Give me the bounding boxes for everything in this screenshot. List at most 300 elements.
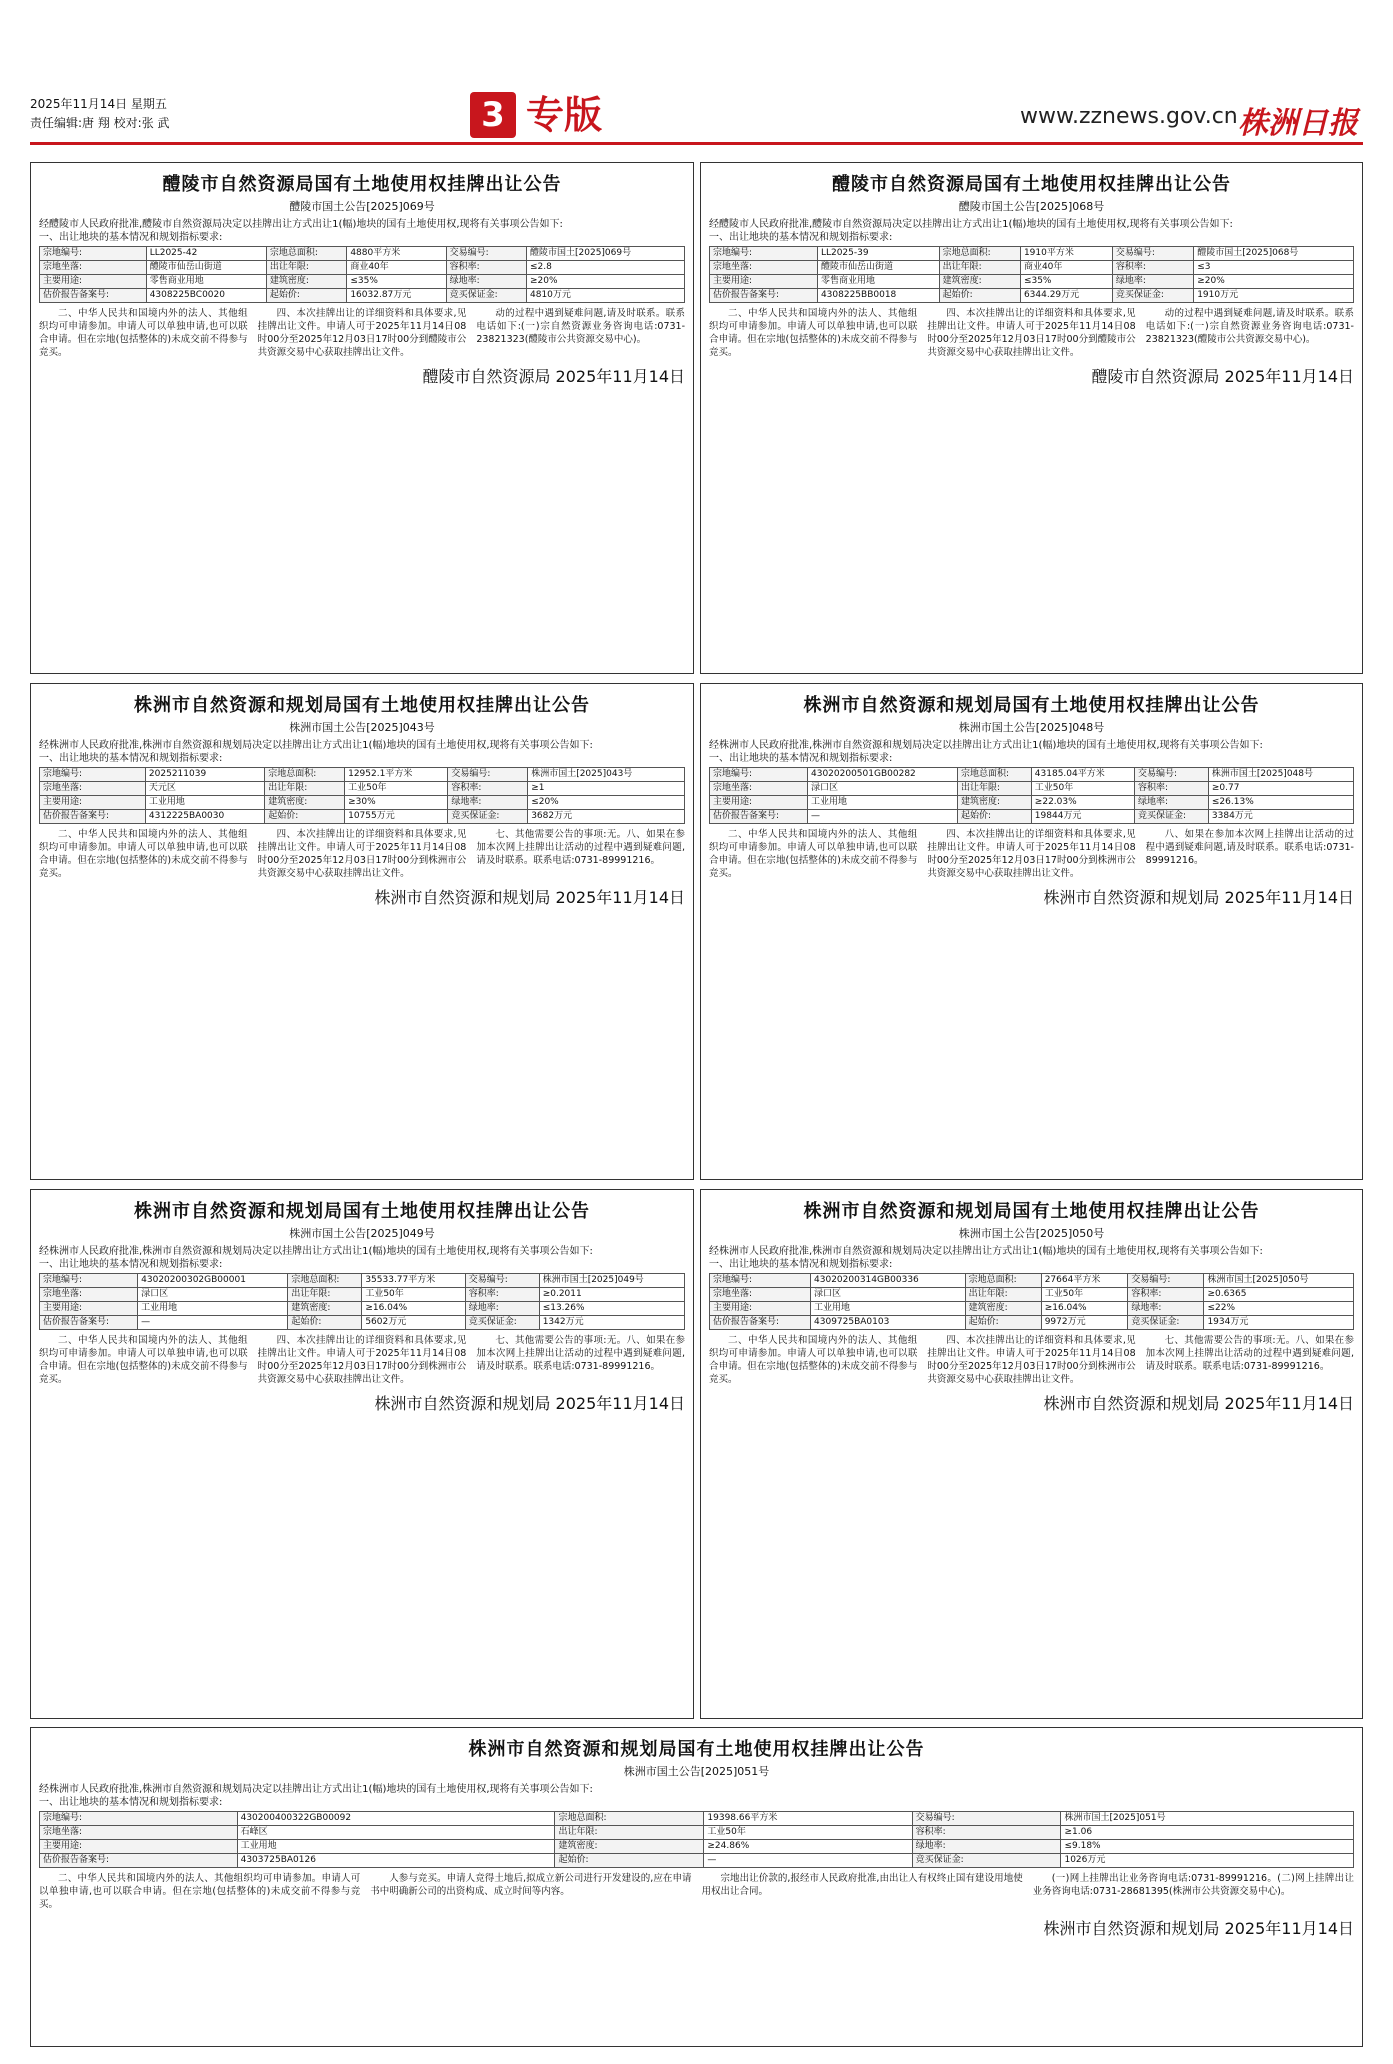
land-table-cell: 宗地编号: [710, 768, 808, 782]
body-paragraph: 四、本次挂牌出让的详细资料和具体要求,见挂牌出让文件。申请人可于2025年11月14日08时00分至2025年12月03日17时00分到醴陵市公共资源交易中心获取挂牌出让文件。 [257, 308, 467, 358]
announcement-title: 株洲市自然资源和规划局国有土地使用权挂牌出让公告 [803, 1201, 1260, 1222]
land-table-cell: 交易编号: [912, 1812, 1061, 1826]
signature-line: 株洲市自然资源和规划局 2025年11月14日 [374, 888, 685, 907]
body-column [1146, 828, 1354, 881]
announcement-049 [30, 1189, 694, 1719]
land-table-cell: ≤20% [528, 796, 685, 810]
land-table-cell: 交易编号: [446, 247, 526, 261]
land-table-cell: ≥1.06 [1061, 1826, 1354, 1840]
land-table-cell: ≥20% [527, 275, 685, 289]
land-table-cell: 宗地总面积: [265, 768, 345, 782]
land-table-cell: 交易编号: [1135, 768, 1209, 782]
land-table-cell: 出让年限: [555, 1826, 704, 1840]
body-paragraph: 二、中华人民共和国境内外的法人、其他组织均可申请参加。申请人可以单独申请,也可以联合申请。但在宗地(包括整体的)未成交前不得参与竞买。 [709, 308, 918, 358]
land-table-cell: 起始价: [965, 1316, 1041, 1330]
header-rule [30, 142, 1363, 145]
land-table-row [40, 247, 685, 261]
land-table-row [40, 1840, 1354, 1854]
body-paragraph: 八、如果在参加本次网上挂牌出让活动的过程中遇到疑难问题,请及时联系。联系电话:0731-89991216。 [1145, 829, 1354, 866]
body-column [927, 828, 1135, 881]
land-table-row [710, 261, 1354, 275]
signature-line: 株洲市自然资源和规划局 2025年11月14日 [1043, 888, 1354, 907]
land-table-cell: 起始价: [957, 810, 1031, 824]
land-table-cell: ≥16.04% [362, 1302, 465, 1316]
land-table-cell: 竞买保证金: [446, 289, 526, 303]
land-table-cell: 宗地坐落: [40, 261, 147, 275]
land-table-cell: 宗地编号: [40, 247, 147, 261]
body-column [258, 828, 467, 881]
land-info-table [39, 246, 685, 303]
land-table-cell: 4308225BB0018 [817, 289, 939, 303]
land-table-cell: 醴陵市仙岳山街道 [817, 261, 939, 275]
land-table-row [40, 1288, 685, 1302]
land-table-cell: 1934万元 [1204, 1316, 1354, 1330]
land-table-cell: 石峰区 [237, 1826, 555, 1840]
land-table-cell: 绿地率: [446, 275, 526, 289]
land-table-cell: ≥0.6365 [1204, 1288, 1354, 1302]
body-paragraph: 二、中华人民共和国境内外的法人、其他组织均可申请参加。申请人可以单独申请,也可以联合申请。但在宗地(包括整体的)未成交前不得参与竞买。 [39, 1335, 248, 1385]
intro-paragraph: 经株洲市人民政府批准,株洲市自然资源和规划局决定以挂牌出让方式出让1(幅)地块的国有土地使用权,现将有关事项公告如下: [39, 1784, 593, 1795]
announcement-068 [700, 162, 1363, 674]
site-url[interactable]: www.zznews.gov.cn [1020, 104, 1238, 129]
body-columns [709, 307, 1354, 360]
land-table-cell: 宗地总面积: [965, 1274, 1041, 1288]
land-table-cell: 工业50年 [1041, 1288, 1128, 1302]
announcement-050 [700, 1189, 1363, 1719]
land-table-cell: ≤26.13% [1208, 796, 1353, 810]
land-table-cell: ≥20% [1194, 275, 1354, 289]
land-table-row [710, 796, 1354, 810]
land-table-cell: 19844万元 [1031, 810, 1134, 824]
land-table-cell: 估价报告备案号: [40, 1316, 138, 1330]
land-table-cell: 宗地编号: [710, 1274, 811, 1288]
body-paragraph: 七、其他需要公告的事项:无。八、如果在参加本次网上挂牌出让活动的过程中遇到疑难问题,请及时联系。联系电话:0731-89991216。 [476, 829, 686, 866]
signature-line: 株洲市自然资源和规划局 2025年11月14日 [1043, 1394, 1354, 1413]
body-paragraph: 四、本次挂牌出让的详细资料和具体要求,见挂牌出让文件。申请人可于2025年11月14日08时00分至2025年12月03日17时00分到醴陵市公共资源交易中心获取挂牌出让文件。 [927, 308, 1136, 358]
land-table-row [40, 1812, 1354, 1826]
land-table-cell: 出让年限: [265, 782, 345, 796]
document-number: 醴陵市国土公告[2025]068号 [958, 200, 1105, 213]
land-table-cell: 宗地编号: [40, 768, 146, 782]
land-table-cell: 主要用途: [40, 1302, 138, 1316]
land-info-table [39, 1273, 685, 1330]
body-paragraph: 二、中华人民共和国境内外的法人、其他组织均可申请参加。申请人可以单独申请,也可以联合申请。但在宗地(包括整体的)未成交前不得参与竞买。 [709, 829, 918, 879]
land-table-cell: ≥16.04% [1041, 1302, 1128, 1316]
land-table-cell: 容积率: [465, 1288, 539, 1302]
land-table-cell: 1910平方米 [1020, 247, 1112, 261]
body-column [39, 307, 248, 360]
land-table-cell: 主要用途: [40, 275, 147, 289]
editors-line: 责任编辑:唐 翔 校对:张 武 [30, 116, 170, 130]
land-table-cell: 5602万元 [362, 1316, 465, 1330]
land-table-cell: 渌口区 [808, 782, 958, 796]
body-paragraph: 二、中华人民共和国境内外的法人、其他组织均可申请参加。申请人可以单独申请,也可以联合申请。但在宗地(包括整体的)未成交前不得参与竞买。 [709, 1335, 918, 1385]
land-table-cell: 估价报告备案号: [40, 810, 146, 824]
land-table-cell: ≥0.77 [1208, 782, 1353, 796]
announcement-title: 醴陵市自然资源局国有土地使用权挂牌出让公告 [832, 174, 1231, 195]
land-table-cell: 绿地率: [1112, 275, 1193, 289]
land-table-cell: 工业用地 [145, 796, 264, 810]
announcement-title: 株洲市自然资源和规划局国有土地使用权挂牌出让公告 [134, 695, 590, 716]
land-table-cell: ≤9.18% [1061, 1840, 1354, 1854]
land-table-cell: 19398.66平方米 [704, 1812, 912, 1826]
land-table-cell: 4880平方米 [347, 247, 446, 261]
land-table-row [40, 782, 685, 796]
body-paragraph: 四、本次挂牌出让的详细资料和具体要求,见挂牌出让文件。申请人可于2025年11月14日08时00分至2025年12月03日17时00分到株洲市公共资源交易中心获取挂牌出让文件。 [927, 1335, 1136, 1385]
land-table-cell: ≥1 [528, 782, 685, 796]
land-table-row [40, 289, 685, 303]
body-paragraph: 动的过程中遇到疑难问题,请及时联系。联系电话如下:(一)宗自然资源业务咨询电话:0731-23821323(醴陵市公共资源交易中心)。 [1145, 308, 1354, 345]
intro-paragraph: 经株洲市人民政府批准,株洲市自然资源和规划局决定以挂牌出让方式出让1(幅)地块的国有土地使用权,现将有关事项公告如下: [39, 1246, 593, 1257]
land-info-table [709, 767, 1354, 824]
land-table-cell: 4810万元 [527, 289, 685, 303]
land-info-table [709, 246, 1354, 303]
body-column [1146, 307, 1354, 360]
announcement-043 [30, 683, 694, 1180]
land-table-cell: 宗地编号: [710, 247, 818, 261]
body-columns [39, 828, 685, 881]
land-table-cell: 4308225BC0020 [146, 289, 266, 303]
land-table-cell: 起始价: [265, 810, 345, 824]
land-table-cell: 商业40年 [347, 261, 446, 275]
body-paragraph: 七、其他需要公告的事项:无。八、如果在参加本次网上挂牌出让活动的过程中遇到疑难问题,请及时联系。联系电话:0731-89991216。 [1145, 1335, 1354, 1372]
land-table-cell: 主要用途: [710, 1302, 811, 1316]
land-table-cell: 出让年限: [939, 261, 1020, 275]
land-table-cell: 渌口区 [138, 1288, 288, 1302]
body-columns [709, 828, 1354, 881]
signature-line: 醴陵市自然资源局 2025年11月14日 [422, 367, 685, 386]
land-table-row [40, 1316, 685, 1330]
signature-line: 醴陵市自然资源局 2025年11月14日 [1091, 367, 1354, 386]
body-paragraph: (一)网上挂牌出让业务咨询电话:0731-89991216。(二)网上挂牌出让业务咨询电话:0731-28681395(株洲市公共资源交易中心)。 [1032, 1873, 1354, 1897]
land-table-cell: 出让年限: [266, 261, 346, 275]
land-table-cell: 43020200314GB00336 [811, 1274, 966, 1288]
body-column [702, 1872, 1023, 1912]
section-heading: 一、出让地块的基本情况和规划指标要求: [39, 1797, 223, 1808]
section-heading: 一、出让地块的基本情况和规划指标要求: [39, 232, 223, 243]
land-table-cell: 3384万元 [1208, 810, 1353, 824]
land-table-cell: — [138, 1316, 288, 1330]
signature-line: 株洲市自然资源和规划局 2025年11月14日 [1043, 1919, 1354, 1938]
land-table-cell: 零售商业用地 [817, 275, 939, 289]
land-table-cell: 主要用途: [40, 796, 146, 810]
announcement-title: 株洲市自然资源和规划局国有土地使用权挂牌出让公告 [468, 1739, 925, 1760]
land-table-cell: 宗地编号: [40, 1812, 238, 1826]
body-paragraph: 宗地出让价款的,报经市人民政府批准,由出让人有权终止国有建设用地使用权出让合同。 [701, 1873, 1023, 1897]
land-table-cell: 宗地坐落: [710, 1288, 811, 1302]
land-table-cell: ≥30% [345, 796, 448, 810]
issue-date: 2025年11月14日 星期五 [30, 97, 167, 111]
land-table-cell: 12952.1平方米 [345, 768, 448, 782]
land-table-cell: 绿地率: [1128, 1302, 1204, 1316]
land-table-cell: 1910万元 [1194, 289, 1354, 303]
body-column [1146, 1334, 1354, 1387]
land-table-cell: 43020200501GB00282 [808, 768, 958, 782]
land-table-cell: ≤22% [1204, 1302, 1354, 1316]
land-table-cell: 430200400322GB00092 [237, 1812, 555, 1826]
intro-paragraph: 经醴陵市人民政府批准,醴陵市自然资源局决定以挂牌出让方式出让1(幅)地块的国有土地使用权,现将有关事项公告如下: [709, 219, 1233, 230]
land-table-cell: 起始价: [266, 289, 346, 303]
document-number: 株洲市国土公告[2025]043号 [289, 721, 435, 734]
land-table-row [40, 768, 685, 782]
signature-line: 株洲市自然资源和规划局 2025年11月14日 [374, 1394, 685, 1413]
body-column [39, 828, 248, 881]
land-table-cell: 6344.29万元 [1020, 289, 1112, 303]
land-table-row [40, 810, 685, 824]
land-table-cell: 容积率: [446, 261, 526, 275]
land-table-cell: 宗地坐落: [710, 261, 818, 275]
body-column [370, 1872, 691, 1912]
land-table-cell: 容积率: [1135, 782, 1209, 796]
land-table-cell: 43185.04平方米 [1031, 768, 1134, 782]
page-number-badge: 3 [470, 92, 516, 138]
land-table-cell: 工业50年 [1031, 782, 1134, 796]
land-table-cell: ≥0.2011 [539, 1288, 684, 1302]
land-table-cell: 主要用途: [40, 1840, 238, 1854]
section-title: 专版 [526, 93, 603, 137]
land-table-row [40, 261, 685, 275]
land-table-cell: 估价报告备案号: [710, 1316, 811, 1330]
newspaper-logo: 株洲日报 [1238, 106, 1358, 141]
land-table-cell: 零售商业用地 [146, 275, 266, 289]
land-table-cell: 株洲市国土[2025]049号 [539, 1274, 684, 1288]
land-table-cell: 交易编号: [448, 768, 528, 782]
land-table-cell: 绿地率: [912, 1840, 1061, 1854]
land-table-cell: 工业用地 [808, 796, 958, 810]
land-table-cell: 竞买保证金: [465, 1316, 539, 1330]
body-columns [39, 307, 685, 360]
body-column [39, 1334, 248, 1387]
land-table-row [710, 1316, 1354, 1330]
land-table-cell: 9972万元 [1041, 1316, 1128, 1330]
body-columns [39, 1334, 685, 1387]
land-table-cell: 工业用地 [237, 1840, 555, 1854]
land-table-cell: 宗地坐落: [40, 1826, 238, 1840]
land-table-cell: 起始价: [288, 1316, 362, 1330]
body-column [476, 828, 685, 881]
intro-paragraph: 经株洲市人民政府批准,株洲市自然资源和规划局决定以挂牌出让方式出让1(幅)地块的国有土地使用权,现将有关事项公告如下: [709, 740, 1263, 751]
body-paragraph: 四、本次挂牌出让的详细资料和具体要求,见挂牌出让文件。申请人可于2025年11月14日08时00分至2025年12月03日17时00分到株洲市公共资源交易中心获取挂牌出让文件。 [257, 1335, 467, 1385]
land-table-cell: 交易编号: [465, 1274, 539, 1288]
land-table-cell: 容积率: [448, 782, 528, 796]
body-column [927, 307, 1135, 360]
land-table-cell: 宗地总面积: [288, 1274, 362, 1288]
body-column [476, 1334, 685, 1387]
land-table-cell: 株洲市国土[2025]048号 [1208, 768, 1353, 782]
body-paragraph: 四、本次挂牌出让的详细资料和具体要求,见挂牌出让文件。申请人可于2025年11月14日08时00分至2025年12月03日17时00分到株洲市公共资源交易中心获取挂牌出让文件。 [927, 829, 1136, 879]
land-table-cell: ≤3 [1194, 261, 1354, 275]
body-column [709, 307, 917, 360]
land-table-cell: 2025211039 [145, 768, 264, 782]
announcement-title: 醴陵市自然资源局国有土地使用权挂牌出让公告 [162, 174, 562, 195]
land-table-cell: 宗地总面积: [555, 1812, 704, 1826]
land-table-row [40, 796, 685, 810]
land-table-cell: 工业用地 [138, 1302, 288, 1316]
announcement-048 [700, 683, 1363, 1180]
land-table-cell: 工业50年 [362, 1288, 465, 1302]
land-table-row [40, 1826, 1354, 1840]
land-table-row [40, 1302, 685, 1316]
land-table-cell: 估价报告备案号: [40, 289, 147, 303]
land-table-cell: 竞买保证金: [448, 810, 528, 824]
section-heading: 一、出让地块的基本情况和规划指标要求: [709, 753, 893, 764]
land-table-cell: 宗地坐落: [40, 782, 146, 796]
land-table-cell: 竞买保证金: [1128, 1316, 1204, 1330]
land-table-row [40, 1274, 685, 1288]
land-table-cell: 1026万元 [1061, 1854, 1354, 1868]
body-column [1033, 1872, 1354, 1912]
land-table-cell: 估价报告备案号: [710, 289, 818, 303]
land-table-row [710, 1288, 1354, 1302]
land-info-table [39, 767, 685, 824]
document-number: 株洲市国土公告[2025]051号 [623, 1765, 770, 1778]
land-table-cell: 工业50年 [704, 1826, 912, 1840]
land-table-cell: 容积率: [912, 1826, 1061, 1840]
land-table-cell: ≤13.26% [539, 1302, 684, 1316]
land-table-cell: 3682万元 [528, 810, 685, 824]
land-table-row [710, 810, 1354, 824]
intro-paragraph: 经株洲市人民政府批准,株洲市自然资源和规划局决定以挂牌出让方式出让1(幅)地块的国有土地使用权,现将有关事项公告如下: [39, 740, 593, 751]
land-table-cell: 建筑密度: [555, 1840, 704, 1854]
land-table-cell: 株洲市国土[2025]043号 [528, 768, 685, 782]
intro-paragraph: 经醴陵市人民政府批准,醴陵市自然资源局决定以挂牌出让方式出让1(幅)地块的国有土地使用权,现将有关事项公告如下: [39, 219, 563, 230]
land-table-row [710, 275, 1354, 289]
body-paragraph: 二、中华人民共和国境内外的法人、其他组织均可申请参加。申请人可以单独申请,也可以联合申请。但在宗地(包括整体的)未成交前不得参与竞买。 [39, 829, 248, 879]
land-table-cell: LL2025-42 [146, 247, 266, 261]
land-table-cell: 出让年限: [288, 1288, 362, 1302]
land-table-cell: 天元区 [145, 782, 264, 796]
land-table-row [710, 768, 1354, 782]
land-table-cell: — [808, 810, 958, 824]
land-table-cell: 35533.77平方米 [362, 1274, 465, 1288]
land-table-cell: 宗地总面积: [266, 247, 346, 261]
land-table-cell: 商业40年 [1020, 261, 1112, 275]
land-table-cell: 竞买保证金: [912, 1854, 1061, 1868]
land-table-cell: 工业50年 [345, 782, 448, 796]
land-table-cell: ≥24.86% [704, 1840, 912, 1854]
body-column [927, 1334, 1135, 1387]
land-table-cell: 4303725BA0126 [237, 1854, 555, 1868]
land-table-cell: 株洲市国土[2025]050号 [1204, 1274, 1354, 1288]
land-table-cell: 建筑密度: [939, 275, 1020, 289]
land-table-row [710, 782, 1354, 796]
land-table-cell: 出让年限: [965, 1288, 1041, 1302]
land-table-cell: 16032.87万元 [347, 289, 446, 303]
document-number: 株洲市国土公告[2025]049号 [289, 1227, 435, 1240]
announcement-title: 株洲市自然资源和规划局国有土地使用权挂牌出让公告 [803, 695, 1260, 716]
land-table-cell: 4312225BA0030 [145, 810, 264, 824]
land-table-cell: 宗地坐落: [710, 782, 808, 796]
land-table-cell: 交易编号: [1112, 247, 1193, 261]
body-columns [709, 1334, 1354, 1387]
body-column [258, 307, 467, 360]
section-heading: 一、出让地块的基本情况和规划指标要求: [709, 1259, 893, 1270]
body-paragraph: 二、中华人民共和国境内外的法人、其他组织均可申请参加。申请人可以单独申请,也可以联合申请。但在宗地(包括整体的)未成交前不得参与竞买。 [39, 308, 248, 358]
body-paragraph: 七、其他需要公告的事项:无。八、如果在参加本次网上挂牌出让活动的过程中遇到疑难问题,请及时联系。联系电话:0731-89991216。 [476, 1335, 686, 1372]
land-table-cell: 渌口区 [811, 1288, 966, 1302]
land-table-cell: 竞买保证金: [1112, 289, 1193, 303]
land-table-cell: 醴陵市国土[2025]069号 [527, 247, 685, 261]
land-table-cell: 建筑密度: [965, 1302, 1041, 1316]
document-number: 株洲市国土公告[2025]050号 [958, 1227, 1105, 1240]
land-table-row [40, 275, 685, 289]
section-heading: 一、出让地块的基本情况和规划指标要求: [39, 1259, 223, 1270]
land-table-cell: 宗地总面积: [939, 247, 1020, 261]
body-paragraph: 四、本次挂牌出让的详细资料和具体要求,见挂牌出让文件。申请人可于2025年11月14日08时00分至2025年12月03日17时00分到株洲市公共资源交易中心获取挂牌出让文件。 [257, 829, 467, 879]
land-table-cell: 10755万元 [345, 810, 448, 824]
land-info-table [709, 1273, 1354, 1330]
body-column [258, 1334, 467, 1387]
body-column [709, 828, 917, 881]
land-table-cell: ≤35% [1020, 275, 1112, 289]
land-table-cell: 醴陵市仙岳山街道 [146, 261, 266, 275]
land-table-cell: ≥22.03% [1031, 796, 1134, 810]
land-table-cell: 建筑密度: [266, 275, 346, 289]
land-table-cell: 绿地率: [465, 1302, 539, 1316]
land-table-cell: ≤35% [347, 275, 446, 289]
land-table-cell: 起始价: [555, 1854, 704, 1868]
land-table-cell: 4309725BA0103 [811, 1316, 966, 1330]
land-table-row [40, 1854, 1354, 1868]
body-paragraph: 二、中华人民共和国境内外的法人、其他组织均可申请参加。申请人可以单独申请,也可以联合申请。但在宗地(包括整体的)未成交前不得参与竞买。 [39, 1873, 361, 1910]
section-heading: 一、出让地块的基本情况和规划指标要求: [709, 232, 893, 243]
land-table-cell: 1342万元 [539, 1316, 684, 1330]
land-table-cell: 宗地总面积: [957, 768, 1031, 782]
body-columns [39, 1872, 1354, 1912]
land-table-cell: LL2025-39 [817, 247, 939, 261]
land-table-cell: 27664平方米 [1041, 1274, 1128, 1288]
body-column [39, 1872, 360, 1912]
land-table-cell: 容积率: [1112, 261, 1193, 275]
land-table-cell: 起始价: [939, 289, 1020, 303]
announcement-title: 株洲市自然资源和规划局国有土地使用权挂牌出让公告 [134, 1201, 590, 1222]
land-table-cell: 估价报告备案号: [40, 1854, 238, 1868]
land-table-cell: 绿地率: [448, 796, 528, 810]
land-table-cell: 43020200302GB00001 [138, 1274, 288, 1288]
announcement-069 [30, 162, 694, 674]
land-table-cell: 建筑密度: [265, 796, 345, 810]
land-table-cell: 交易编号: [1128, 1274, 1204, 1288]
land-table-cell: 竞买保证金: [1135, 810, 1209, 824]
announcement-051 [30, 1727, 1363, 2047]
land-info-table [39, 1811, 1354, 1868]
land-table-row [710, 247, 1354, 261]
document-number: 醴陵市国土公告[2025]069号 [289, 200, 435, 213]
land-table-cell: 出让年限: [957, 782, 1031, 796]
document-number: 株洲市国土公告[2025]048号 [958, 721, 1105, 734]
land-table-cell: 宗地编号: [40, 1274, 138, 1288]
page-header [0, 0, 1393, 150]
land-table-cell: 估价报告备案号: [710, 810, 808, 824]
land-table-cell: 建筑密度: [957, 796, 1031, 810]
land-table-cell: 宗地坐落: [40, 1288, 138, 1302]
land-table-cell: 工业用地 [811, 1302, 966, 1316]
body-column [709, 1334, 917, 1387]
land-table-cell: 株洲市国土[2025]051号 [1061, 1812, 1354, 1826]
intro-paragraph: 经株洲市人民政府批准,株洲市自然资源和规划局决定以挂牌出让方式出让1(幅)地块的国有土地使用权,现将有关事项公告如下: [709, 1246, 1263, 1257]
land-table-cell: ≤2.8 [527, 261, 685, 275]
body-paragraph: 动的过程中遇到疑难问题,请及时联系。联系电话如下:(一)宗自然资源业务咨询电话:0731-23821323(醴陵市公共资源交易中心)。 [476, 308, 686, 345]
land-table-row [710, 1302, 1354, 1316]
section-heading: 一、出让地块的基本情况和规划指标要求: [39, 753, 223, 764]
land-table-row [710, 289, 1354, 303]
land-table-cell: 主要用途: [710, 275, 818, 289]
land-table-cell: 主要用途: [710, 796, 808, 810]
land-table-cell: 容积率: [1128, 1288, 1204, 1302]
body-paragraph: 人参与竞买。申请人竞得土地后,拟成立新公司进行开发建设的,应在申请书中明确新公司的出资构成、成立时间等内容。 [370, 1873, 692, 1897]
land-table-row [710, 1274, 1354, 1288]
body-column [476, 307, 685, 360]
